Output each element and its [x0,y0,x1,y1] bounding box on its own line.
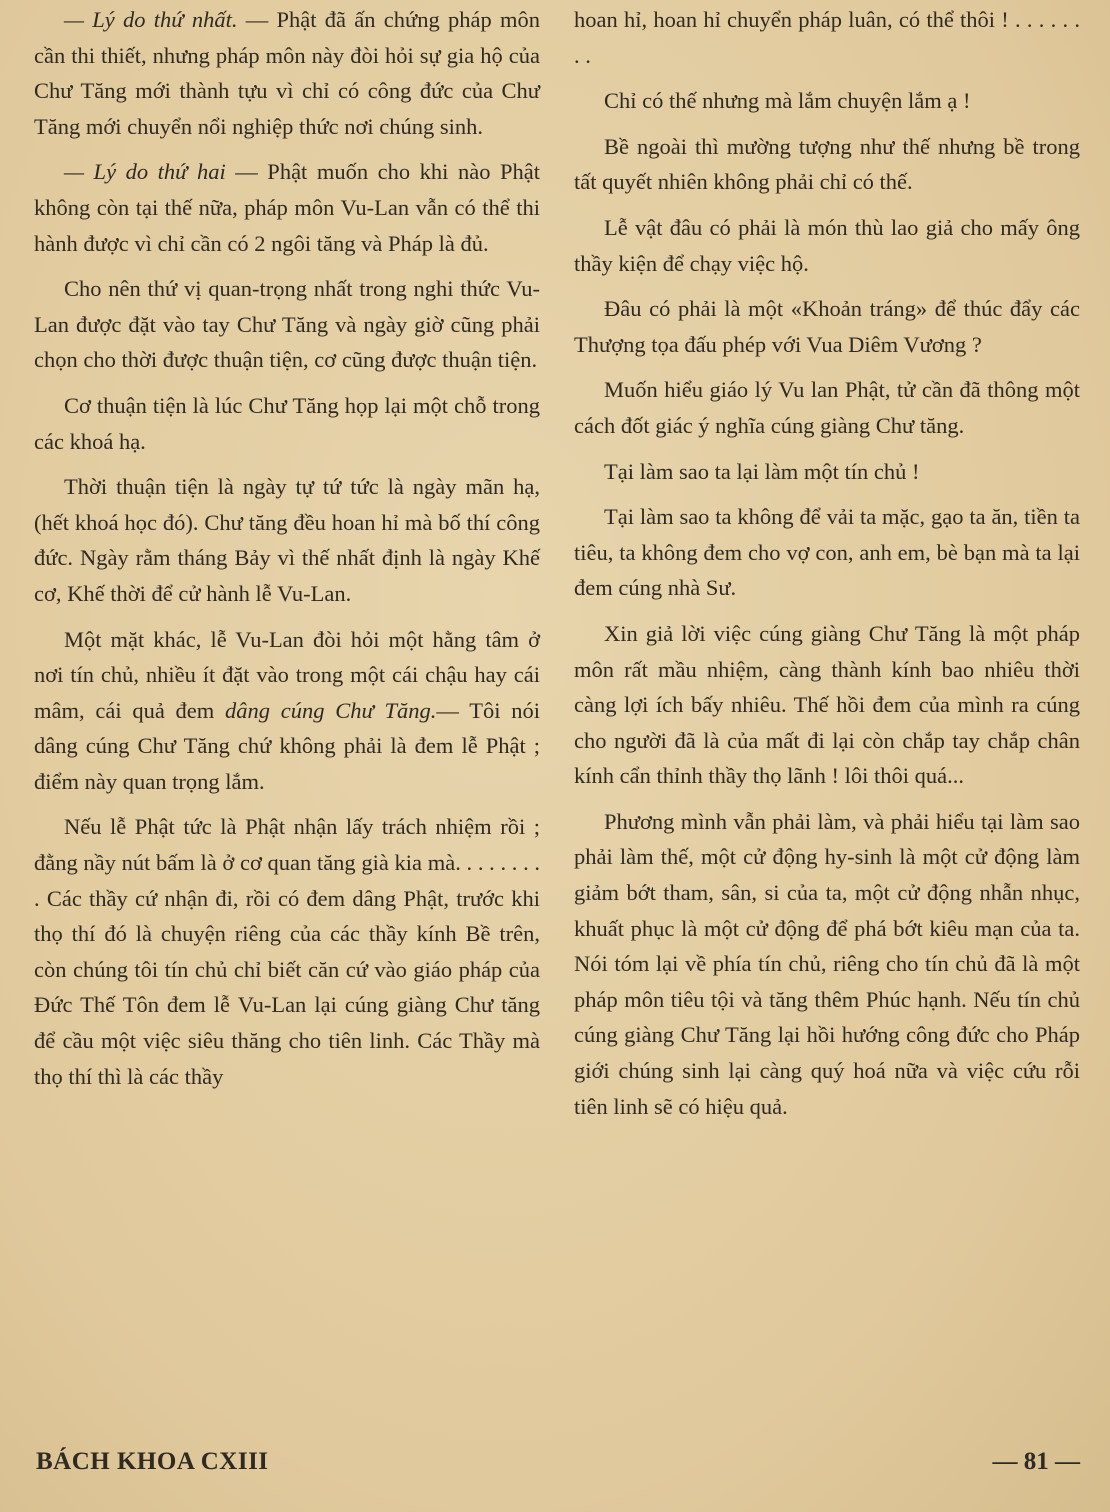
paragraph-text: Đâu có phải là một «Khoản tráng» để thúc đẩy các Thượng tọa đấu phép với Vua Diêm Vương ? [574,296,1080,357]
paragraph [574,616,1080,794]
paragraph-text: Phương mình vẫn phải làm, và phải hiểu tại làm sao phải làm thế, một cử động hy-sinh là một cử động làm giảm bớt tham, sân, si của ta, một cử động nhẫn nhục, khuất phục là một cử động để phá bớt kiêu mạn của ta. Nói tóm lại về phía tín chủ, riêng cho tín chủ đã là một pháp môn tiêu tội và tăng thêm Phúc hạnh. Nếu tín chủ cúng giàng Chư Tăng lại hồi hướng công đức cho Pháp giới chúng sinh lại càng quý hoá nữa và việc cứu rỗi tiên linh sẽ có hiệu quả. [574,808,1080,1119]
paragraph [574,129,1080,200]
paragraph [34,154,540,261]
page-number: — 81 — [992,1448,1080,1475]
paragraph-text: Cơ thuận tiện là lúc Chư Tăng họp lại một chỗ trong các khoá hạ. [34,392,540,454]
paragraph [574,372,1080,443]
paragraph [34,2,540,144]
paragraph-lead: — Lý do thứ nhất. [64,7,238,32]
paragraph [34,809,540,1094]
paragraph-text: Một mặt khác, lễ Vu-Lan đòi hỏi một hằng tâm ở nơi tín chủ, nhiều ít đặt vào trong một cái chậu hay cái mâm, cái quả đem [34,626,540,723]
paragraph-text: Nếu lễ Phật tức là Phật nhận lấy trách nhiệm rồi ; đằng nầy nút bấm là ở cơ quan tăng già kia mà. . . . . . . . . Các thầy cứ nhận đi, rồi có đem dâng Phật, trước khi thọ thí đó là chuyện riêng của các thầy kính Bề trên, còn chúng tôi tín chủ chỉ biết căn cứ vào giáo pháp của Đức Thế Tôn đem lễ Vu-Lan lại cúng giàng Chư tăng để cầu một việc siêu thăng cho tiên linh. Các Thầy mà thọ thí thì là các thầy [34,814,540,1089]
paragraph [34,388,540,459]
paragraph-text: — Phật đã ấn chứng pháp môn cần thi thiết, nhưng pháp môn này đòi hỏi sự gia hộ của Chư Tăng mới thành tựu vì chỉ có công đức của Chư Tăng mới chuyển nổi nghiệp thức nơi chúng sinh. [34,7,540,139]
paragraph-text: Muốn hiểu giáo lý Vu lan Phật, tử cần đã thông một cách đốt giác ý nghĩa cúng giàng Chư tăng. [574,377,1080,438]
right-column [574,2,1080,1134]
paragraph-emphasis: dâng cúng Chư Tăng. [225,697,437,723]
magazine-footer-title: BÁCH KHOA CXIII [36,1448,269,1475]
paragraph-text: Bề ngoài thì mường tượng như thế nhưng bề trong tất quyết nhiên không phải chỉ có thế. [574,133,1080,195]
paragraph [574,291,1080,362]
paragraph-text: Chỉ có thế nhưng mà lắm chuyện lắm ạ ! [604,88,971,114]
paragraph [574,454,1080,490]
paragraph-text: Xin giả lời việc cúng giàng Chư Tăng là một pháp môn rất mầu nhiệm, càng thành kính bao nhiêu thời càng lợi ích bấy nhiêu. Thế hồi đem của mình ra cúng cho người đã là của mất đi lại còn chắp tay chắp chân kính cẩn thỉnh thầy thọ lãnh ! lôi thôi quá... [574,620,1080,789]
paragraph-text: Lễ vật đâu có phải là món thù lao giả cho mấy ông thầy kiện để chạy việc hộ. [574,214,1080,276]
paragraph [574,83,1080,119]
paragraph-text: — Tôi nói dâng cúng Chư Tăng chứ không phải là đem lễ Phật ; điểm này quan trọng lắm. [34,697,540,794]
paragraph [34,271,540,378]
paragraph [34,622,540,800]
paragraph-text: Tại làm sao ta không để vải ta mặc, gạo ta ăn, tiền ta tiêu, ta không đem cho vợ con, anh em, bè bạn mà ta lại đem cúng nhà Sư. [574,504,1080,601]
paragraph-text: hoan hỉ, hoan hỉ chuyển pháp luân, có thể thôi ! . . . . . . . . [574,7,1080,68]
paragraph [574,2,1080,73]
paragraph-text: — Phật muốn cho khi nào Phật không còn tại thế nữa, pháp môn Vu-Lan vẫn có thể thi hành được vì chỉ cần có 2 ngôi tăng và Pháp là đủ. [34,159,541,256]
paragraph [574,499,1080,606]
paragraph [574,804,1080,1124]
left-column [34,2,540,1104]
paragraph [34,469,540,611]
paragraph-text: Cho nên thứ vị quan-trọng nhất trong nghi thức Vu-Lan được đặt vào tay Chư Tăng và ngày giờ cũng phải chọn cho thời được thuận tiện, cơ cũng được thuận tiện. [34,276,540,373]
paragraph-text: Thời thuận tiện là ngày tự tứ tức là ngày mãn hạ, (hết khoá học đó). Chư tăng đều hoan hỉ mà bố thí công đức. Ngày rằm tháng Bảy vì thế nhất định là ngày Khế cơ, Khế thời để cử hành lễ Vu-Lan. [34,474,540,606]
paragraph-text: Tại làm sao ta lại làm một tín chủ ! [604,458,920,484]
paragraph [574,210,1080,281]
paragraph-lead: — Lý do thứ hai [64,159,226,185]
